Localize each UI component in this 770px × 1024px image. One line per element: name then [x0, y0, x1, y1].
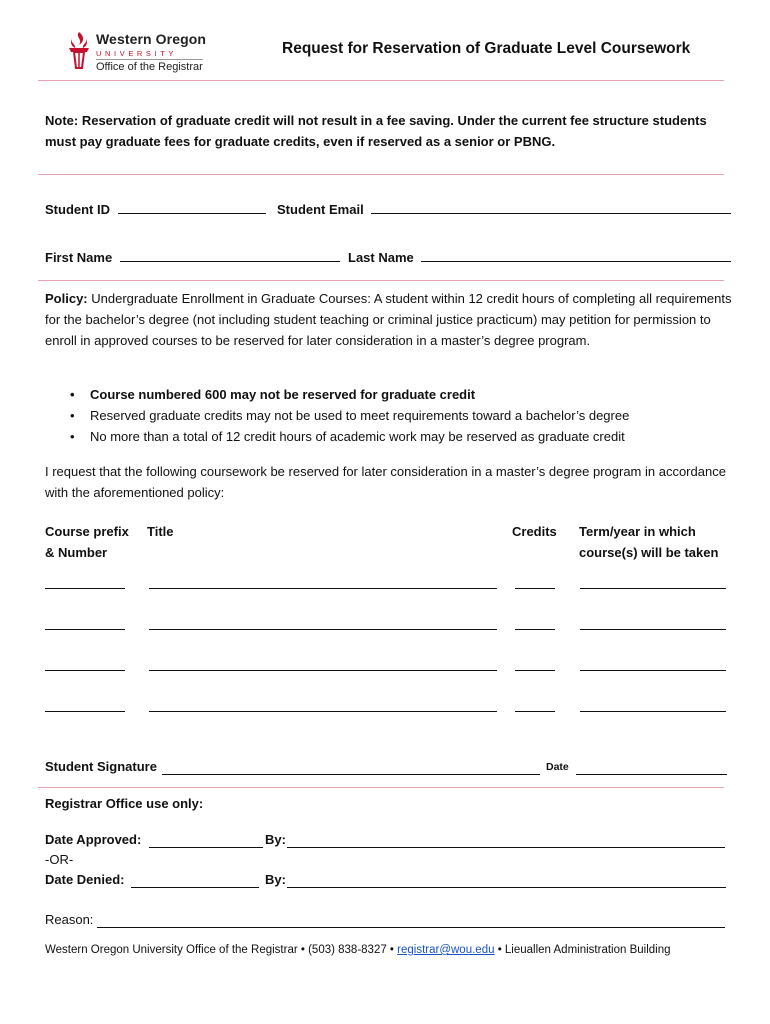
student-id-field[interactable]: [118, 202, 266, 214]
course-term-field[interactable]: [580, 711, 726, 712]
university-logo: [66, 28, 216, 76]
policy-text: Undergraduate Enrollment in Graduate Courses: A student within 12 credit hours of completing all requirements for the bachelor’s degree (not including student teaching or criminal justice practicum) may petition for permission to enroll in approved courses to be reserved for later consideration in a master’s degree program.: [45, 291, 732, 348]
date-denied-field[interactable]: [131, 887, 259, 888]
torch-icon: [66, 30, 92, 70]
logo-sub: UNIVERSITY: [96, 49, 178, 58]
first-name-label: First Name: [45, 250, 113, 265]
policy-label: Policy:: [45, 291, 88, 306]
footer-suffix: • Lieuallen Administration Building: [494, 944, 671, 956]
col-term-line-1: Term/year in which: [579, 524, 696, 539]
course-title-field[interactable]: [149, 670, 497, 671]
course-term-field[interactable]: [580, 629, 726, 630]
student-id-label: Student ID: [45, 202, 110, 217]
col-term-header: [579, 521, 718, 563]
col-prefix-header: [45, 521, 129, 563]
reason-label: Reason:: [45, 912, 94, 927]
course-title-field[interactable]: [149, 629, 497, 630]
divider: [38, 80, 724, 81]
policy-bullets: [70, 384, 730, 447]
divider: [38, 280, 724, 281]
course-credits-field[interactable]: [515, 711, 555, 712]
signature-label: Student Signature: [45, 759, 157, 774]
list-item: • No more than a total of 12 credit hours of academic work may be reserved as graduate credit: [70, 426, 730, 447]
date-denied-label: Date Denied:: [45, 872, 125, 887]
col-title-header: Title: [147, 524, 174, 539]
signature-date-field[interactable]: [576, 774, 727, 775]
divider: [38, 174, 724, 175]
date-approved-field[interactable]: [149, 847, 263, 848]
col-prefix-line-2: & Number: [45, 545, 108, 560]
student-id-row: [45, 202, 266, 217]
signature-row: [45, 759, 157, 774]
last-name-label: Last Name: [348, 250, 414, 265]
document-title: Request for Reservation of Graduate Level Coursework: [282, 40, 691, 57]
course-prefix-field[interactable]: [45, 588, 125, 589]
course-prefix-field[interactable]: [45, 711, 125, 712]
student-email-label: Student Email: [277, 202, 364, 217]
date-label: Date: [546, 761, 569, 773]
course-credits-field[interactable]: [515, 670, 555, 671]
approved-by-field[interactable]: [287, 847, 725, 848]
or-label: -OR-: [45, 852, 74, 867]
last-name-row: [348, 250, 731, 265]
first-name-field[interactable]: [120, 250, 340, 262]
logo-name: Western Oregon: [96, 31, 207, 47]
list-item: • Reserved graduate credits may not be used to meet requirements toward a bachelor’s degree: [70, 405, 730, 426]
student-email-row: [277, 202, 731, 217]
course-prefix-field[interactable]: [45, 629, 125, 630]
approved-by-label: By:: [265, 832, 286, 847]
request-statement: I request that the following coursework be reserved for later consideration in a master’s degree program in accordance with the aforementioned policy:: [45, 464, 726, 500]
course-title-field[interactable]: [149, 588, 497, 589]
office-heading: Registrar Office use only:: [45, 796, 204, 811]
denied-by-field[interactable]: [287, 887, 726, 888]
signature-field[interactable]: [162, 774, 540, 775]
course-credits-field[interactable]: [515, 588, 555, 589]
col-prefix-line-1: Course prefix: [45, 524, 129, 539]
course-term-field[interactable]: [580, 588, 726, 589]
footer: [45, 944, 671, 956]
course-prefix-field[interactable]: [45, 670, 125, 671]
registrar-email-link[interactable]: registrar@wou.edu: [397, 944, 495, 956]
first-name-row: [45, 250, 340, 265]
list-item: • Course numbered 600 may not be reserved for graduate credit: [70, 384, 730, 405]
reason-field[interactable]: [97, 927, 725, 928]
policy-paragraph: [45, 288, 735, 351]
student-email-field[interactable]: [371, 202, 731, 214]
last-name-field[interactable]: [421, 250, 731, 262]
denied-by-label: By:: [265, 872, 286, 887]
logo-office: Office of the Registrar: [96, 61, 203, 73]
divider: [38, 787, 724, 788]
fee-note: Note: Reservation of graduate credit will not result in a fee saving. Under the current fee structure students must pay graduate fees for graduate credits, even if reserved as a senior or PBNG.: [45, 113, 707, 149]
course-credits-field[interactable]: [515, 629, 555, 630]
col-term-line-2: course(s) will be taken: [579, 545, 719, 560]
col-credits-header: Credits: [512, 524, 557, 539]
course-title-field[interactable]: [149, 711, 497, 712]
date-approved-label: Date Approved:: [45, 832, 142, 847]
footer-prefix: Western Oregon University Office of the Registrar • (503) 838-8327 •: [45, 944, 398, 956]
course-term-field[interactable]: [580, 670, 726, 671]
